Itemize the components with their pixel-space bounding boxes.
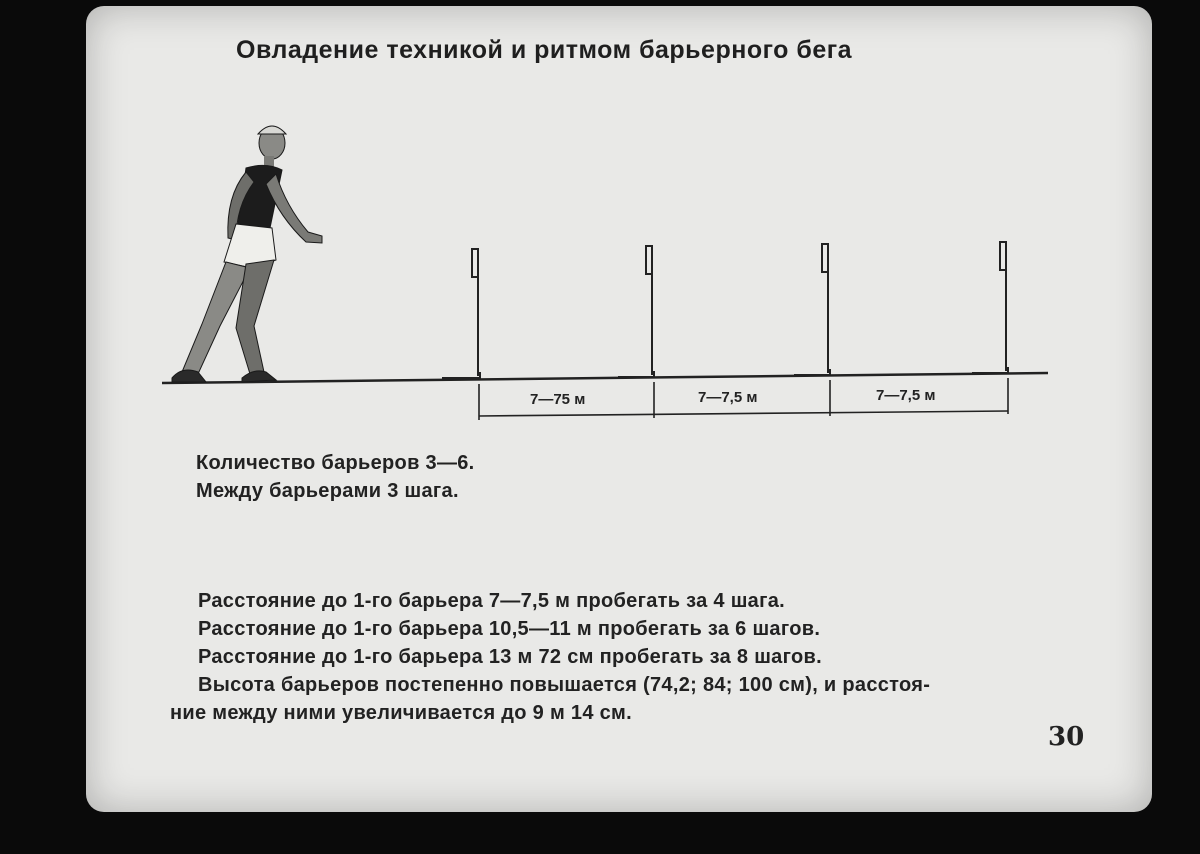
height-note-line: ние между ними увеличивается до 9 м 14 см. bbox=[170, 702, 632, 724]
note-line: Между барьерами 3 шага. bbox=[196, 480, 459, 502]
hurdle bbox=[442, 249, 480, 378]
slide bbox=[86, 6, 1152, 812]
ground-line bbox=[162, 373, 1048, 383]
hurdle bbox=[794, 244, 830, 375]
interval-label: 7—75 м bbox=[530, 391, 586, 408]
interval-label: 7—7,5 м bbox=[698, 389, 758, 406]
page-title: Овладение техникой и ритмом барьерного бега bbox=[236, 36, 853, 64]
hurdle bbox=[972, 242, 1008, 373]
page-number: 30 bbox=[1048, 722, 1085, 752]
distance-line: Расстояние до 1-го барьера 7—7,5 м пробегать за 4 шага. bbox=[198, 590, 786, 612]
hurdle bbox=[618, 246, 654, 377]
interval-label: 7—7,5 м bbox=[876, 387, 936, 404]
distance-line: Расстояние до 1-го барьера 10,5—11 м пробегать за 6 шагов. bbox=[198, 618, 821, 640]
distance-line: Расстояние до 1-го барьера 13 м 72 см пробегать за 8 шагов. bbox=[198, 646, 822, 668]
height-note-line: Высота барьеров постепенно повышается (74,2; 84; 100 см), и расстоя- bbox=[198, 674, 931, 696]
runner-figure bbox=[172, 126, 322, 382]
note-line: Количество барьеров 3—6. bbox=[196, 452, 475, 474]
